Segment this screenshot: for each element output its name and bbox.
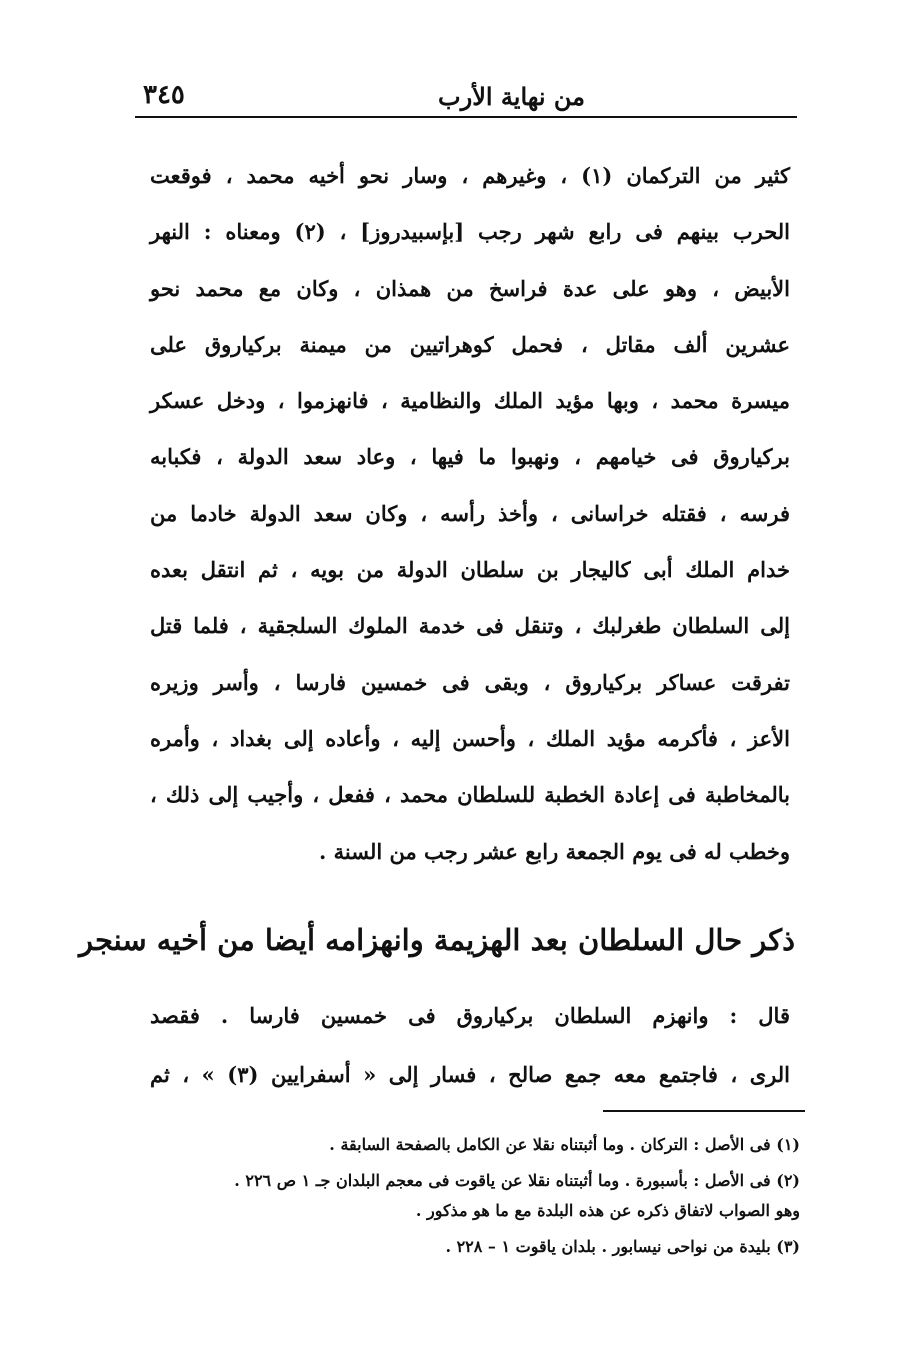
footnote-rule (603, 1110, 805, 1112)
footnotes (150, 1130, 800, 1262)
running-head (135, 78, 800, 118)
footnote-2-continuation: وهو الصواب لاتفاق ذكره عن هذه البلدة مع ما هو مذكور . (415, 1201, 800, 1220)
text-line: ميسرة محمد ، وبها مؤيد الملك والنظامية ، فانهزموا ، ودخل عسكر (150, 388, 790, 414)
text-line: كثير من التركمان (١) ، وغيرهم ، وسار نحو أخيه محمد ، فوقعت (150, 163, 791, 188)
text-line: الحرب بينهم فى رابع شهر رجب [بإسبيدروز] ، (٢) ومعناه : النهر (150, 219, 791, 245)
text-line: الرى ، فاجتمع معه جمع صالح ، فسار إلى « أسفرايين (٣) » ، ثم (150, 1062, 791, 1087)
footnote-2: (٢) فى الأصل : بأسبورة . وما أثبتناه نقلا عن ياقوت فى معجم البلدان جـ ١ ص ٢٢٦ . (234, 1171, 800, 1190)
text-line: الأبيض ، وهو على عدة فراسخ من همذان ، وكان مع محمد نحو (150, 275, 790, 301)
running-title: من نهاية الأرب (438, 82, 585, 111)
text-line: خدام الملك أبى كاليجار بن سلطان الدولة من بويه ، ثم انتقل بعده (150, 557, 790, 583)
text-line: عشرين ألف مقاتل ، فحمل كوهراتيين من ميمنة بركياروق على (150, 331, 791, 357)
text-line: الأعز ، فأكرمه مؤيد الملك ، وأحسن إليه ، وأعاده إلى بغداد ، وأمره (150, 725, 790, 751)
text-line: قال : وانهزم السلطان بركياروق فى خمسين فارسا . فقصد (150, 1003, 790, 1028)
body-text (150, 148, 790, 880)
text-line: بالمخاطبة فى إعادة الخطبة للسلطان محمد ، ففعل ، وأجيب إلى ذلك ، (150, 782, 790, 808)
footnote-1: (١) فى الأصل : التركان . وما أثبتناه نقلا عن الكامل بالصفحة السابقة . (329, 1135, 800, 1154)
text-line: فرسه ، فقتله خراسانى ، وأخذ رأسه ، وكان سعد الدولة خادما من (150, 500, 790, 526)
section-body (150, 988, 790, 1106)
header-rule (135, 116, 797, 118)
section-heading: ذكر حال السلطان بعد الهزيمة وانهزامه أيضا من أخيه سنجر (78, 923, 795, 957)
page-number: ٣٤٥ (143, 80, 185, 110)
footnote-3: (٣) بليدة من نواحى نيسابور . بلدان ياقوت ١ – ٢٢٨ . (445, 1237, 800, 1256)
text-line: وخطب له فى يوم الجمعة رابع عشر رجب من السنة . (319, 838, 790, 864)
text-line: بركياروق فى خيامهم ، ونهبوا ما فيها ، وعاد سعد الدولة ، فكبابه (150, 444, 790, 470)
text-line: إلى السلطان طغرلبك ، وتنقل فى خدمة الملوك السلجقية ، فلما قتل (150, 613, 790, 639)
text-line: تفرقت عساكر بركياروق ، وبقى فى خمسين فارسا ، وأسر وزيره (150, 669, 790, 695)
